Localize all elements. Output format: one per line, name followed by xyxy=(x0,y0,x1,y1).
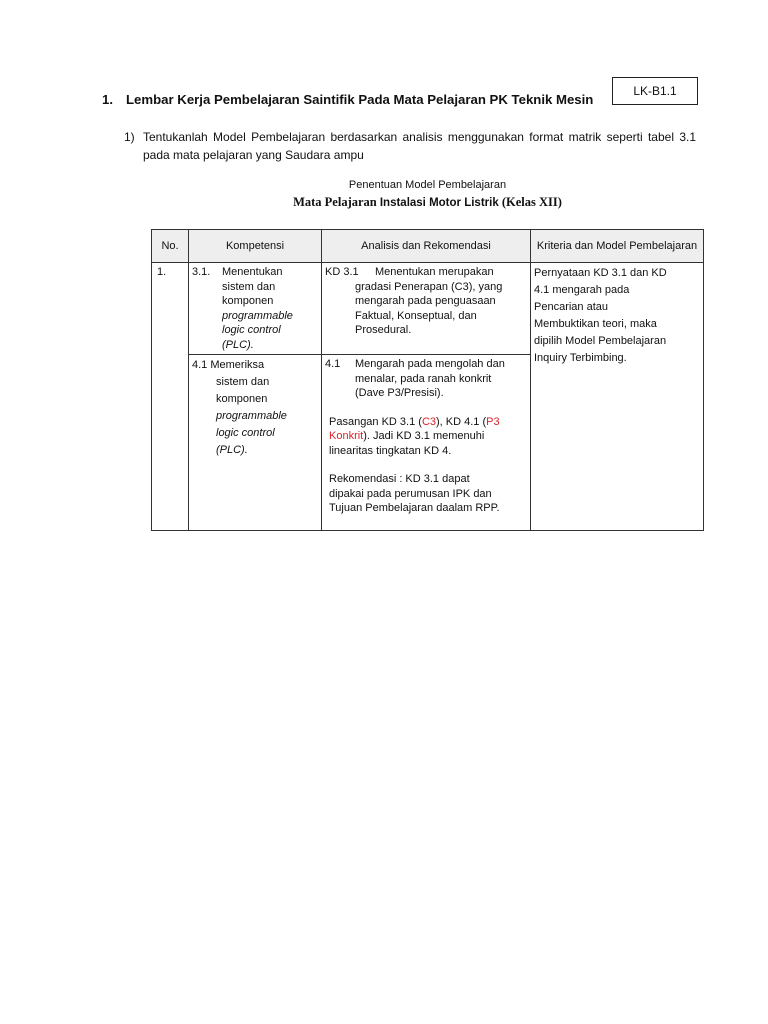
kompetensi-41-cell xyxy=(189,355,322,531)
kriteria-cell xyxy=(531,263,704,531)
komp-31-line1: Menentukan xyxy=(222,266,283,278)
krit-line1: Pernyataan KD 3.1 dan KD xyxy=(534,267,667,279)
anal-41-pair2 xyxy=(325,429,527,444)
krit-line3: Pencarian atau xyxy=(534,301,608,313)
pair-a: Pasangan KD 3.1 ( xyxy=(329,415,422,428)
anal-31-line1: Menentukan merupakan xyxy=(375,266,494,278)
analisis-41-cell xyxy=(322,355,531,531)
header-no: No. xyxy=(152,230,189,263)
heading-number: 1. xyxy=(102,92,113,107)
komp-41-line1: 4.1 Memeriksa xyxy=(192,359,265,371)
instruction-number: 1) xyxy=(124,130,135,144)
anal-41-code: 4.1 xyxy=(325,358,341,370)
instruction xyxy=(124,128,696,164)
komp-41-italic2: logic control xyxy=(216,427,275,439)
komp-31-italic3: (PLC). xyxy=(222,338,254,351)
komp-31-code: 3.1. xyxy=(192,266,211,278)
table-caption: Penentuan Model Pembelajaran xyxy=(348,179,507,191)
subtitle-prefix: Mata Pelajaran xyxy=(293,195,377,209)
krit-line4: Membuktikan teori, maka xyxy=(534,318,657,330)
anal-31-line5: Prosedural. xyxy=(355,324,412,336)
anal-31-line3: mengarah pada penguasaan xyxy=(355,295,496,307)
krit-line6: Inquiry Terbimbing. xyxy=(534,352,627,364)
komp-41-italic3: (PLC). xyxy=(216,444,248,456)
komp-31-italic1: programmable xyxy=(222,309,293,322)
subtitle-main: Instalasi Motor Listrik xyxy=(379,197,499,209)
krit-line2: 4.1 mengarah pada xyxy=(534,284,630,296)
anal-41-line2: menalar, pada ranah konkrit xyxy=(355,372,492,385)
pair-c: ). Jadi KD 3.1 memenuhi xyxy=(363,430,485,442)
anal-31-line xyxy=(325,265,527,280)
table-subtitle xyxy=(152,195,703,210)
anal-31-line2: gradasi Penerapan (C3), yang xyxy=(355,280,503,293)
komp-41-line3: komponen xyxy=(216,393,268,405)
komp-31-line xyxy=(192,265,318,280)
header-analisis: Analisis dan Rekomendasi xyxy=(322,230,531,263)
pair-d: linearitas tingkatan KD 4. xyxy=(329,444,452,457)
table-row xyxy=(152,263,704,355)
analisis-31-cell xyxy=(322,263,531,355)
pair-b: ), KD 4.1 ( xyxy=(436,415,487,428)
komp-31-line2: sistem dan xyxy=(222,280,276,293)
instruction-text: Tentukanlah Model Pembelajaran berdasarkan analisis menggunakan format matrik seperti tabel 3.1 pada mata pelajaran yang Saudara ampu xyxy=(143,130,696,162)
model-matrix-table xyxy=(151,229,704,531)
code-box: LK-B1.1 xyxy=(612,77,698,105)
table-header-row xyxy=(152,230,704,263)
row-number: 1. xyxy=(152,263,189,531)
komp-31-line3: komponen xyxy=(222,295,274,307)
pair-p3: P3 xyxy=(486,415,500,428)
anal-31-code: KD 3.1 xyxy=(325,266,359,278)
header-kompetensi: Kompetensi xyxy=(189,230,322,263)
pair-konkrit: Konkrit xyxy=(329,430,364,442)
rek-line3: Tujuan Pembelajaran daalam RPP. xyxy=(329,502,500,514)
subtitle-suffix: (Kelas XII) xyxy=(501,195,562,209)
section-heading xyxy=(102,92,593,107)
anal-41-line xyxy=(325,357,527,372)
anal-41-line1: Mengarah pada mengolah dan xyxy=(355,358,505,370)
heading-text: Lembar Kerja Pembelajaran Saintifik Pada Mata Pelajaran PK Teknik Mesin xyxy=(126,92,594,107)
rek-line2: dipakai pada perumusan IPK dan xyxy=(329,487,492,500)
kompetensi-31-cell xyxy=(189,263,322,355)
krit-line5: dipilih Model Pembelajaran xyxy=(534,335,667,347)
rek-line1: Rekomendasi : KD 3.1 dapat xyxy=(329,473,470,485)
pair-c3: C3 xyxy=(421,415,437,428)
anal-31-line4: Faktual, Konseptual, dan xyxy=(355,309,477,322)
header-kriteria: Kriteria dan Model Pembelajaran xyxy=(531,230,704,263)
anal-41-pair xyxy=(325,415,527,430)
anal-41-line3: (Dave P3/Presisi). xyxy=(355,387,444,399)
komp-31-italic2: logic control xyxy=(222,324,281,336)
komp-41-italic1: programmable xyxy=(216,410,287,422)
komp-41-line2: sistem dan xyxy=(216,376,270,388)
